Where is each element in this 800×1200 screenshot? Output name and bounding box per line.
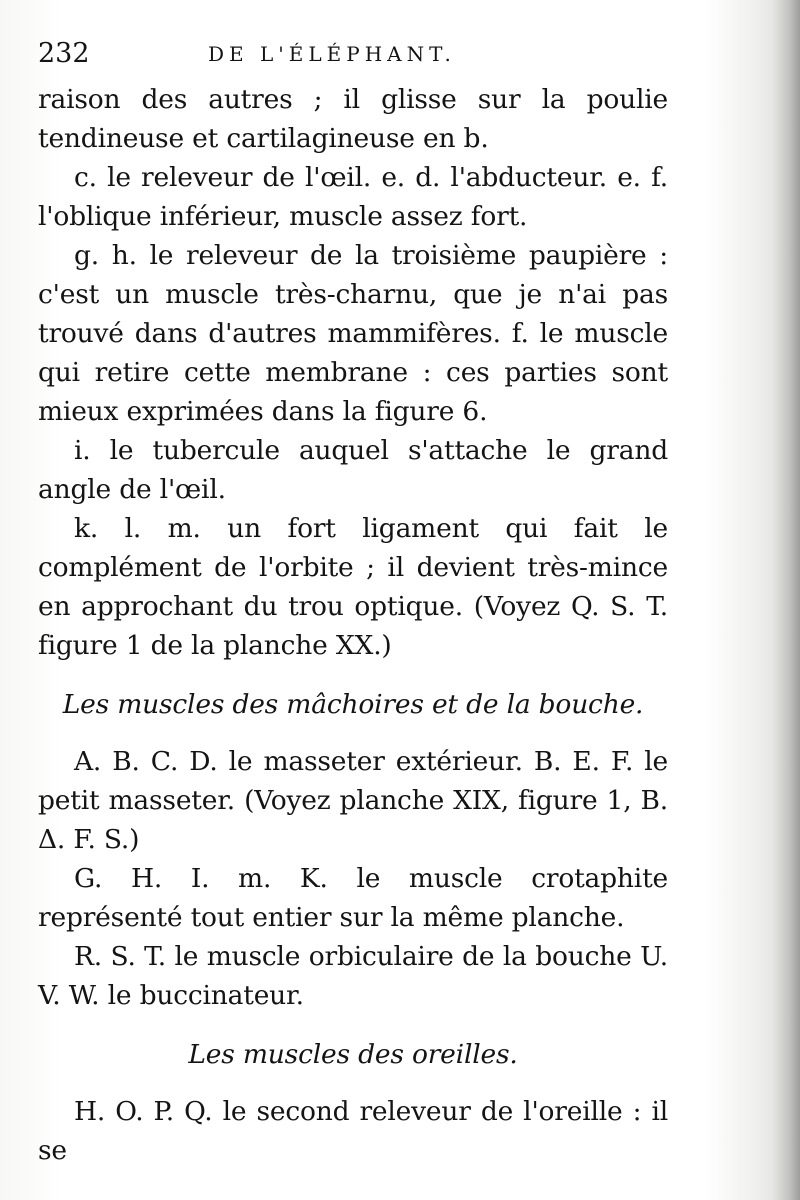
spine-shadow [772, 0, 800, 1200]
body-text [38, 80, 668, 1170]
paragraph: c. le releveur de l'œil. e. d. l'abducteur. e. f. l'oblique inférieur, muscle assez fort. [38, 162, 668, 232]
paragraph: G. H. I. m. K. le muscle crotaphite représenté tout entier sur la même planche. [38, 863, 668, 933]
section-heading: Les muscles des mâchoires et de la bouche. [62, 689, 644, 720]
paragraph: H. O. P. Q. le second releveur de l'oreille : il se [38, 1096, 668, 1166]
page-header [38, 38, 658, 78]
paragraph: R. S. T. le muscle orbiculaire de la bouche U. V. W. le buccinateur. [38, 941, 668, 1011]
paragraph: i. le tubercule auquel s'attache le grand angle de l'œil. [38, 435, 668, 505]
section-heading: Les muscles des oreilles. [188, 1039, 518, 1070]
running-title: DE L'ÉLÉPHANT. [208, 42, 456, 66]
paragraph: A. B. C. D. le masseter extérieur. B. E. F. le petit masseter. (Voyez planche XIX, figure 1, B. Δ. F. S.) [38, 746, 668, 855]
paragraph: raison des autres ; il glisse sur la poulie tendineuse et cartilagineuse en b. [38, 84, 668, 154]
paragraph: g. h. le releveur de la troisième paupière : c'est un muscle très-charnu, que je n'ai pas trouvé dans d'autres mammifères. f. le muscle qui retire cette membrane : ces parties sont mieux exprimées dans la figure 6. [38, 240, 668, 427]
page-number: 232 [38, 38, 90, 69]
paragraph: k. l. m. un fort ligament qui fait le complément de l'orbite ; il devient très-mince en approchant du trou optique. (Voyez Q. S. T. figure 1 de la planche XX.) [38, 513, 668, 661]
